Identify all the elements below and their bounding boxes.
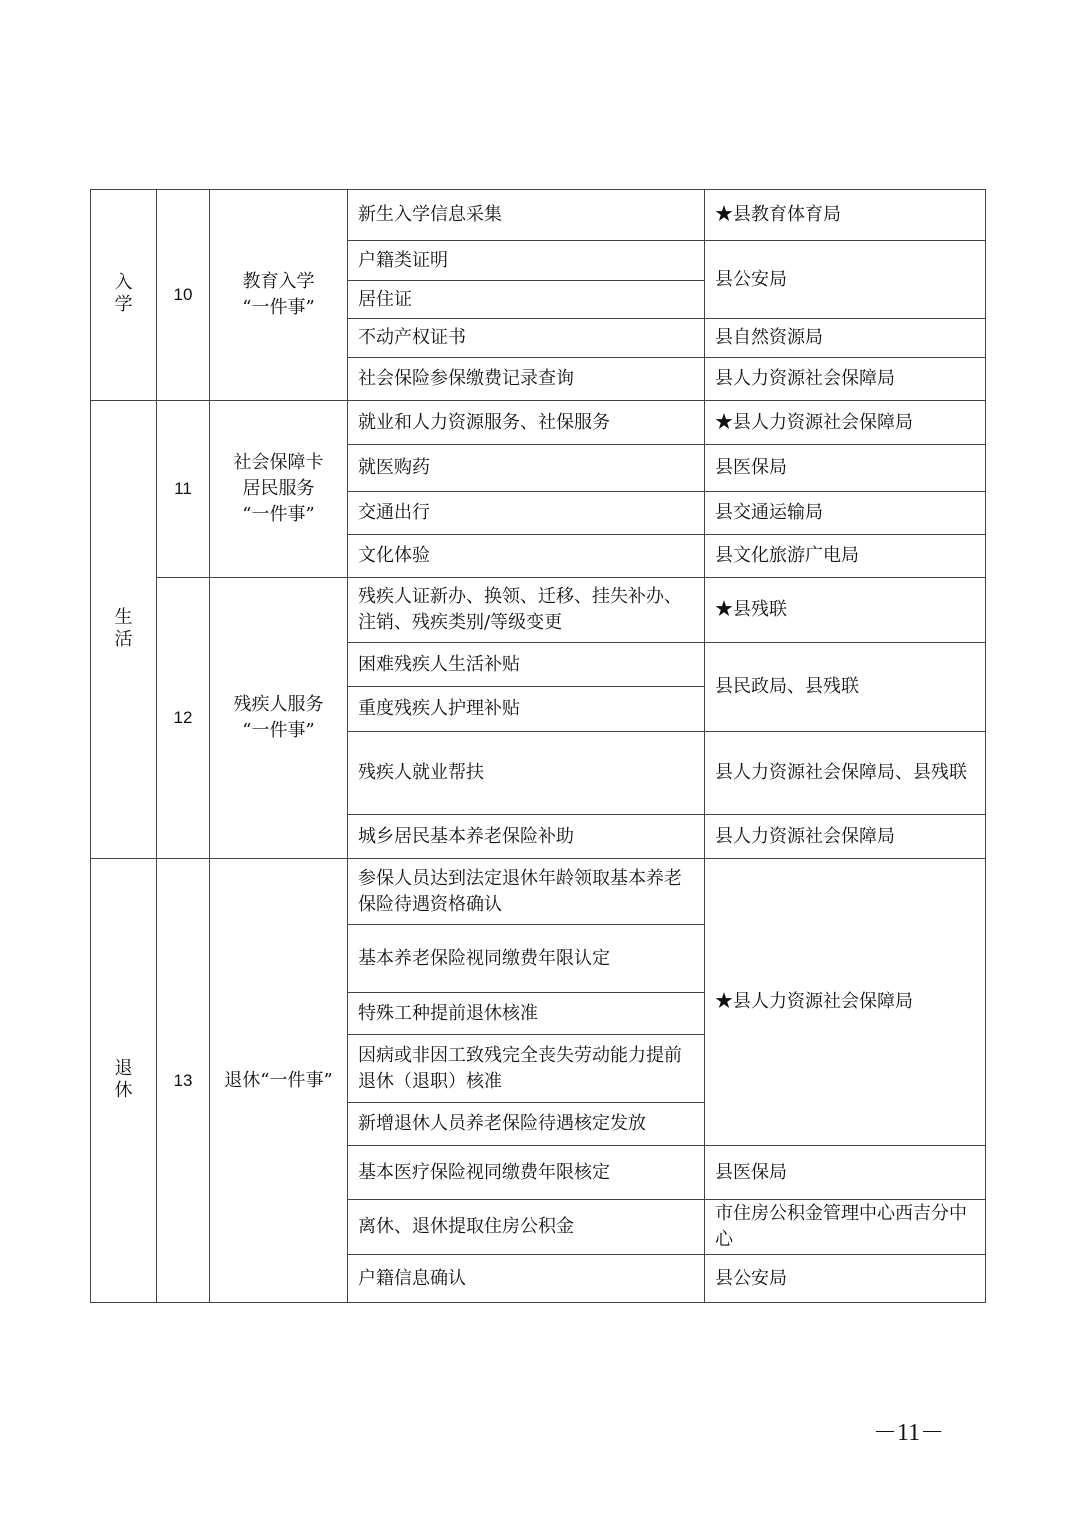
item-cell: 户籍类证明 bbox=[348, 241, 705, 281]
serial-number: 10 bbox=[157, 190, 210, 401]
service-table bbox=[90, 189, 986, 1303]
dept-cell: 县公安局 bbox=[705, 1255, 986, 1303]
matter-name-text: 残疾人服务 “一件事” bbox=[233, 694, 324, 741]
dept-cell: 县自然资源局 bbox=[705, 319, 986, 358]
category-cell bbox=[91, 859, 157, 1303]
table-row bbox=[91, 859, 986, 925]
category-cell bbox=[91, 401, 157, 859]
page-number: －11－ bbox=[873, 1420, 945, 1446]
item-cell: 户籍信息确认 bbox=[348, 1255, 705, 1303]
category-label: 退休 bbox=[114, 1057, 133, 1101]
matter-name bbox=[210, 859, 348, 1303]
matter-name bbox=[210, 401, 348, 578]
item-cell: 不动产权证书 bbox=[348, 319, 705, 358]
item-cell: 新增退休人员养老保险待遇核定发放 bbox=[348, 1103, 705, 1146]
matter-name bbox=[210, 578, 348, 859]
item-cell: 交通出行 bbox=[348, 492, 705, 535]
dept-cell: 县民政局、县残联 bbox=[705, 643, 986, 732]
item-cell: 离休、退休提取住房公积金 bbox=[348, 1200, 705, 1255]
item-cell: 社会保险参保缴费记录查询 bbox=[348, 358, 705, 401]
item-cell: 残疾人就业帮扶 bbox=[348, 732, 705, 815]
item-cell: 特殊工种提前退休核准 bbox=[348, 993, 705, 1035]
dept-cell: 市住房公积金管理中心西吉分中心 bbox=[705, 1200, 986, 1255]
item-cell: 新生入学信息采集 bbox=[348, 190, 705, 241]
dept-cell: 县医保局 bbox=[705, 1146, 986, 1200]
dept-cell: 县人力资源社会保障局 bbox=[705, 358, 986, 401]
table-row bbox=[91, 578, 986, 643]
item-cell: 因病或非因工致残完全丧失劳动能力提前退休（退职）核准 bbox=[348, 1035, 705, 1103]
matter-name-text: 退休“一件事” bbox=[224, 1069, 333, 1091]
dept-cell: 县医保局 bbox=[705, 445, 986, 492]
dept-cell: 县人力资源社会保障局 bbox=[705, 815, 986, 859]
category-cell bbox=[91, 190, 157, 401]
dept-cell: ★县残联 bbox=[705, 578, 986, 643]
serial-number: 12 bbox=[157, 578, 210, 859]
dept-cell: ★县人力资源社会保障局 bbox=[705, 401, 986, 445]
dept-cell: 县交通运输局 bbox=[705, 492, 986, 535]
matter-name-text: 教育入学 “一件事” bbox=[242, 271, 315, 318]
item-cell: 城乡居民基本养老保险补助 bbox=[348, 815, 705, 859]
category-label: 入学 bbox=[114, 272, 133, 315]
item-cell: 就医购药 bbox=[348, 445, 705, 492]
matter-name-text: 社会保障卡 居民服务 “一件事” bbox=[233, 452, 324, 525]
table-row bbox=[91, 190, 986, 241]
dept-cell: 县公安局 bbox=[705, 241, 986, 319]
dept-cell: 县文化旅游广电局 bbox=[705, 535, 986, 578]
item-cell: 居住证 bbox=[348, 281, 705, 319]
dept-cell: ★县人力资源社会保障局 bbox=[705, 859, 986, 1146]
matter-name bbox=[210, 190, 348, 401]
serial-number: 13 bbox=[157, 859, 210, 1303]
item-cell: 残疾人证新办、换领、迁移、挂失补办、注销、残疾类别/等级变更 bbox=[348, 578, 705, 643]
item-cell: 文化体验 bbox=[348, 535, 705, 578]
dept-cell: 县人力资源社会保障局、县残联 bbox=[705, 732, 986, 815]
dept-cell: ★县教育体育局 bbox=[705, 190, 986, 241]
table-row bbox=[91, 401, 986, 445]
serial-number: 11 bbox=[157, 401, 210, 578]
item-cell: 重度残疾人护理补贴 bbox=[348, 687, 705, 732]
item-cell: 困难残疾人生活补贴 bbox=[348, 643, 705, 687]
category-label: 生活 bbox=[114, 606, 133, 650]
item-cell: 基本医疗保险视同缴费年限核定 bbox=[348, 1146, 705, 1200]
item-cell: 基本养老保险视同缴费年限认定 bbox=[348, 925, 705, 993]
item-cell: 就业和人力资源服务、社保服务 bbox=[348, 401, 705, 445]
item-cell: 参保人员达到法定退休年龄领取基本养老保险待遇资格确认 bbox=[348, 859, 705, 925]
